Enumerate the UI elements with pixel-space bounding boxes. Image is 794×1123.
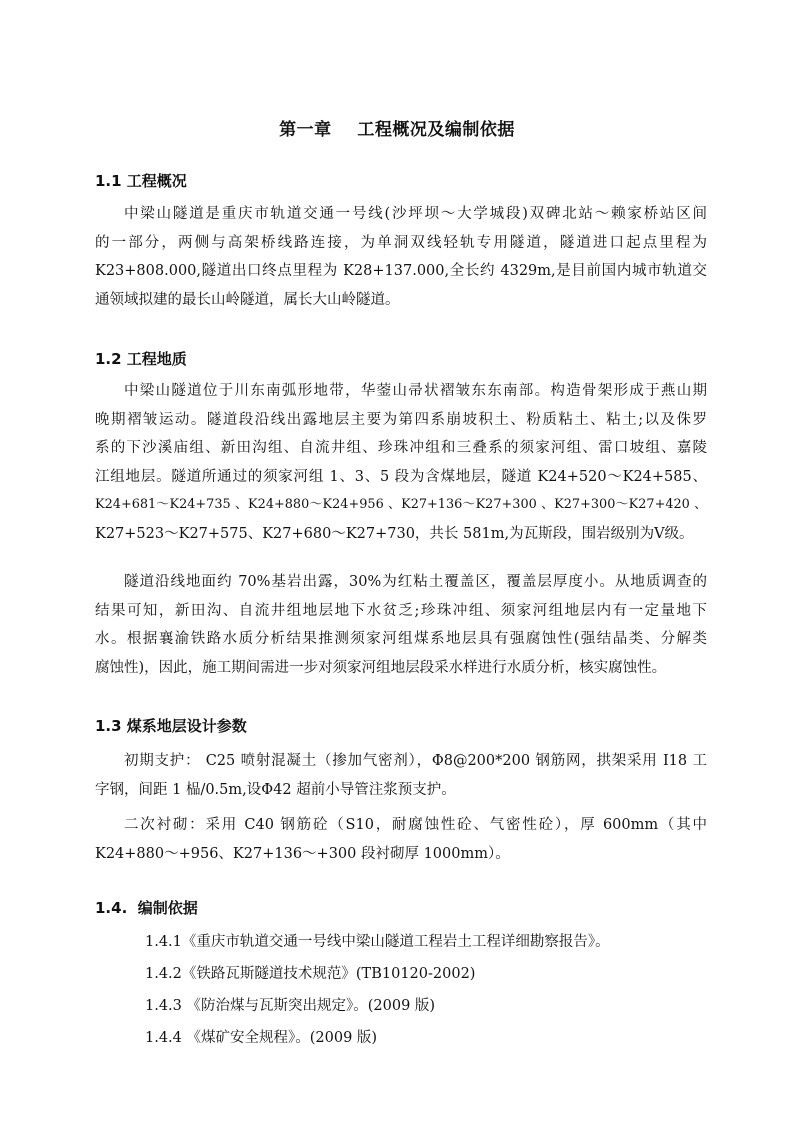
text-line: K23+808.000,隧道出口终点里程为 K28+137.000,全长约 4329m,是目前国内城市轨道交 [95, 263, 707, 279]
section-heading-1-2: 1.2 工程地质 [95, 350, 187, 368]
text-line: 字钢，间距 1 榀/0.5m,设Φ42 超前小导管注浆预支护。 [95, 781, 456, 798]
text-line: 二次衬砌：采用 C40 钢筋砼（S10，耐腐蚀性砼、气密性砼），厚 600mm（其中 [124, 817, 707, 833]
text-line: K24+880～+956、K27+136～+300 段衬砌厚 1000mm）。 [95, 845, 510, 862]
paragraph-geology-2 [95, 568, 707, 682]
text-line: 中梁山隧道是重庆市轨道交通一号线(沙坪坝～大学城段)双碑北站～赖家桥站区间 [124, 206, 707, 222]
text-line: 的一部分，两侧与高架桥线路连接，为单洞双线轻轨专用隧道，隧道进口起点里程为 [95, 234, 707, 251]
text-line: 通领域拟建的最长山岭隧道，属长大山岭隧道。 [95, 291, 400, 308]
text-line: 水。根据襄渝铁路水质分析结果推测须家河组煤系地层具有强腐蚀性(强结晶类、分解类 [95, 631, 707, 647]
text-line: 隧道沿线地面约 70%基岩出露，30%为红粘土覆盖区，覆盖层厚度小。从地质调查的 [124, 574, 707, 590]
text-line: K24+681～K24+735 、K24+880～K24+956 、K27+136～K27+300 、K27+300～K27+420 、 [95, 497, 707, 512]
text-line: 初期支护： C25 喷射混凝土（掺加气密剂），Φ8@200*200 钢筋网，拱架采用 I18 工 [124, 753, 707, 769]
text-line: 腐蚀性)，因此，施工期间需进一步对须家河组地层段采水样进行水质分析，核实腐蚀性。 [95, 659, 667, 676]
text-line: 晚期褶皱运动。隧道段沿线出露地层主要为第四系崩坡积土、粉质粘土、粘土;以及侏罗 [95, 411, 707, 428]
section-heading-1-4: 1.4. 编制依据 [95, 899, 198, 917]
text-line: 系的下沙溪庙组、新田沟组、自流井组、珍珠冲组和三叠系的须家河组、雷口坡组、嘉陵 [95, 440, 707, 456]
reference-item-4: 1.4.4 《煤矿安全规程》。(2009 版) [145, 1030, 378, 1046]
reference-item-1: 1.4.1《重庆市轨道交通一号线中梁山隧道工程岩土工程详细勘察报告》。 [145, 934, 610, 950]
text-line: K27+523～K27+575、K27+680～K27+730，共长 581m,为瓦斯段，围岩级别为Ⅴ级。 [95, 525, 694, 542]
section-heading-1-3: 1.3 煤系地层设计参数 [95, 717, 247, 735]
reference-item-3: 1.4.3 《防治煤与瓦斯突出规定》。(2009 版) [145, 998, 436, 1014]
paragraph-project-overview [95, 200, 707, 314]
text-line: 江组地层。隧道所通过的须家河组 1、3、5 段为含煤地层，隧道 K24+520～K24+585、 [95, 468, 707, 485]
text-line: 中梁山隧道位于川东南弧形地带，华蓥山帚状褶皱东东南部。构造骨架形成于燕山期 [124, 383, 707, 399]
text-line: 结果可知，新田沟、自流井组地层地下水贫乏;珍珠冲组、须家河组地层内有一定量地下 [95, 602, 707, 619]
paragraph-secondary-lining [95, 811, 707, 868]
paragraph-initial-support [95, 747, 707, 804]
paragraph-geology-1 [95, 377, 707, 548]
reference-item-2: 1.4.2《铁路瓦斯隧道技术规范》(TB10120-2002) [145, 966, 476, 982]
chapter-title: 第一章 工程概况及编制依据 [279, 120, 515, 140]
section-heading-1-1: 1.1 工程概况 [95, 172, 187, 190]
